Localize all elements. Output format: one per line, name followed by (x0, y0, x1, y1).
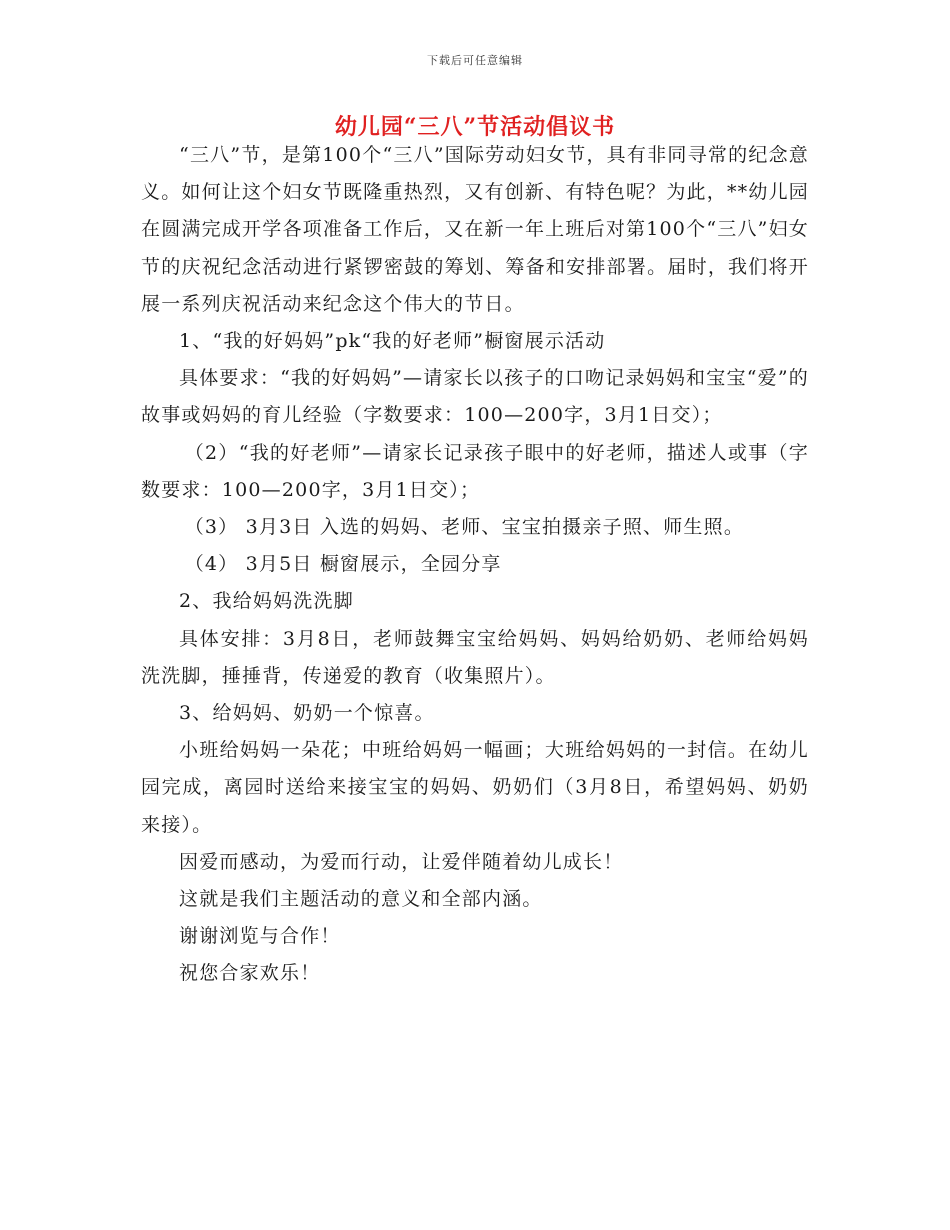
section-3-heading: 3、给妈妈、奶奶一个惊喜。 (179, 702, 435, 725)
section-1-requirement-3: （3） 3月3日 入选的妈妈、老师、宝宝拍摄亲子照、师生照。 (184, 516, 745, 539)
document-body (141, 137, 809, 993)
closing-line-4: 祝您合家欢乐！ (179, 962, 321, 985)
section-2-arrangement: 具体安排：3月8日，老师鼓舞宝宝给妈妈、妈妈给奶奶、老师给妈妈洗洗脚，捶捶背，传递爱的教育（收集照片）。 (141, 627, 809, 687)
section-1-requirement-4: （4） 3月5日 橱窗展示，全园分享 (184, 553, 502, 576)
closing-line-2: 这就是我们主题活动的意义和全部内涵。 (179, 888, 543, 911)
closing-line-1: 因爱而感动，为爱而行动，让爱伴随着幼儿成长！ (179, 850, 624, 873)
section-1-requirement-2: （2）“我的好老师”—请家长记录孩子眼中的好老师，描述人或事（字数要求：100—200字，3月1日交）； (141, 441, 809, 501)
section-2-heading: 2、我给妈妈洗洗脚 (179, 590, 354, 613)
paragraph-intro: “三八”节，是第100个“三八”国际劳动妇女节，具有非同寻常的纪念意义。如何让这个妇女节既隆重热烈，又有创新、有特色呢？为此，**幼儿园在圆满完成开学各项准备工作后，又在新一年上班后对第100个“三八”妇女节的庆祝纪念活动进行紧锣密鼓的筹划、筹备和安排部署。届时，我们将开展一系列庆祝活动来纪念这个伟大的节日。 (141, 144, 809, 315)
section-3-content: 小班给妈妈一朵花；中班给妈妈一幅画；大班给妈妈的一封信。在幼儿园完成，离园时送给来接宝宝的妈妈、奶奶们（3月8日，希望妈妈、奶奶来接）。 (141, 739, 809, 836)
closing-line-3: 谢谢浏览与合作！ (179, 925, 341, 948)
section-1-requirement-1: 具体要求：“我的好妈妈”—请家长以孩子的口吻记录妈妈和宝宝“爱”的故事或妈妈的育儿经验（字数要求：100—200字，3月1日交）； (141, 367, 809, 427)
document-title: 幼儿园“三八”节活动倡议书 (334, 114, 616, 140)
header-note: 下载后可任意编辑 (427, 54, 523, 67)
section-1-heading: 1、“我的好妈妈”pk“我的好老师”橱窗展示活动 (179, 330, 606, 353)
